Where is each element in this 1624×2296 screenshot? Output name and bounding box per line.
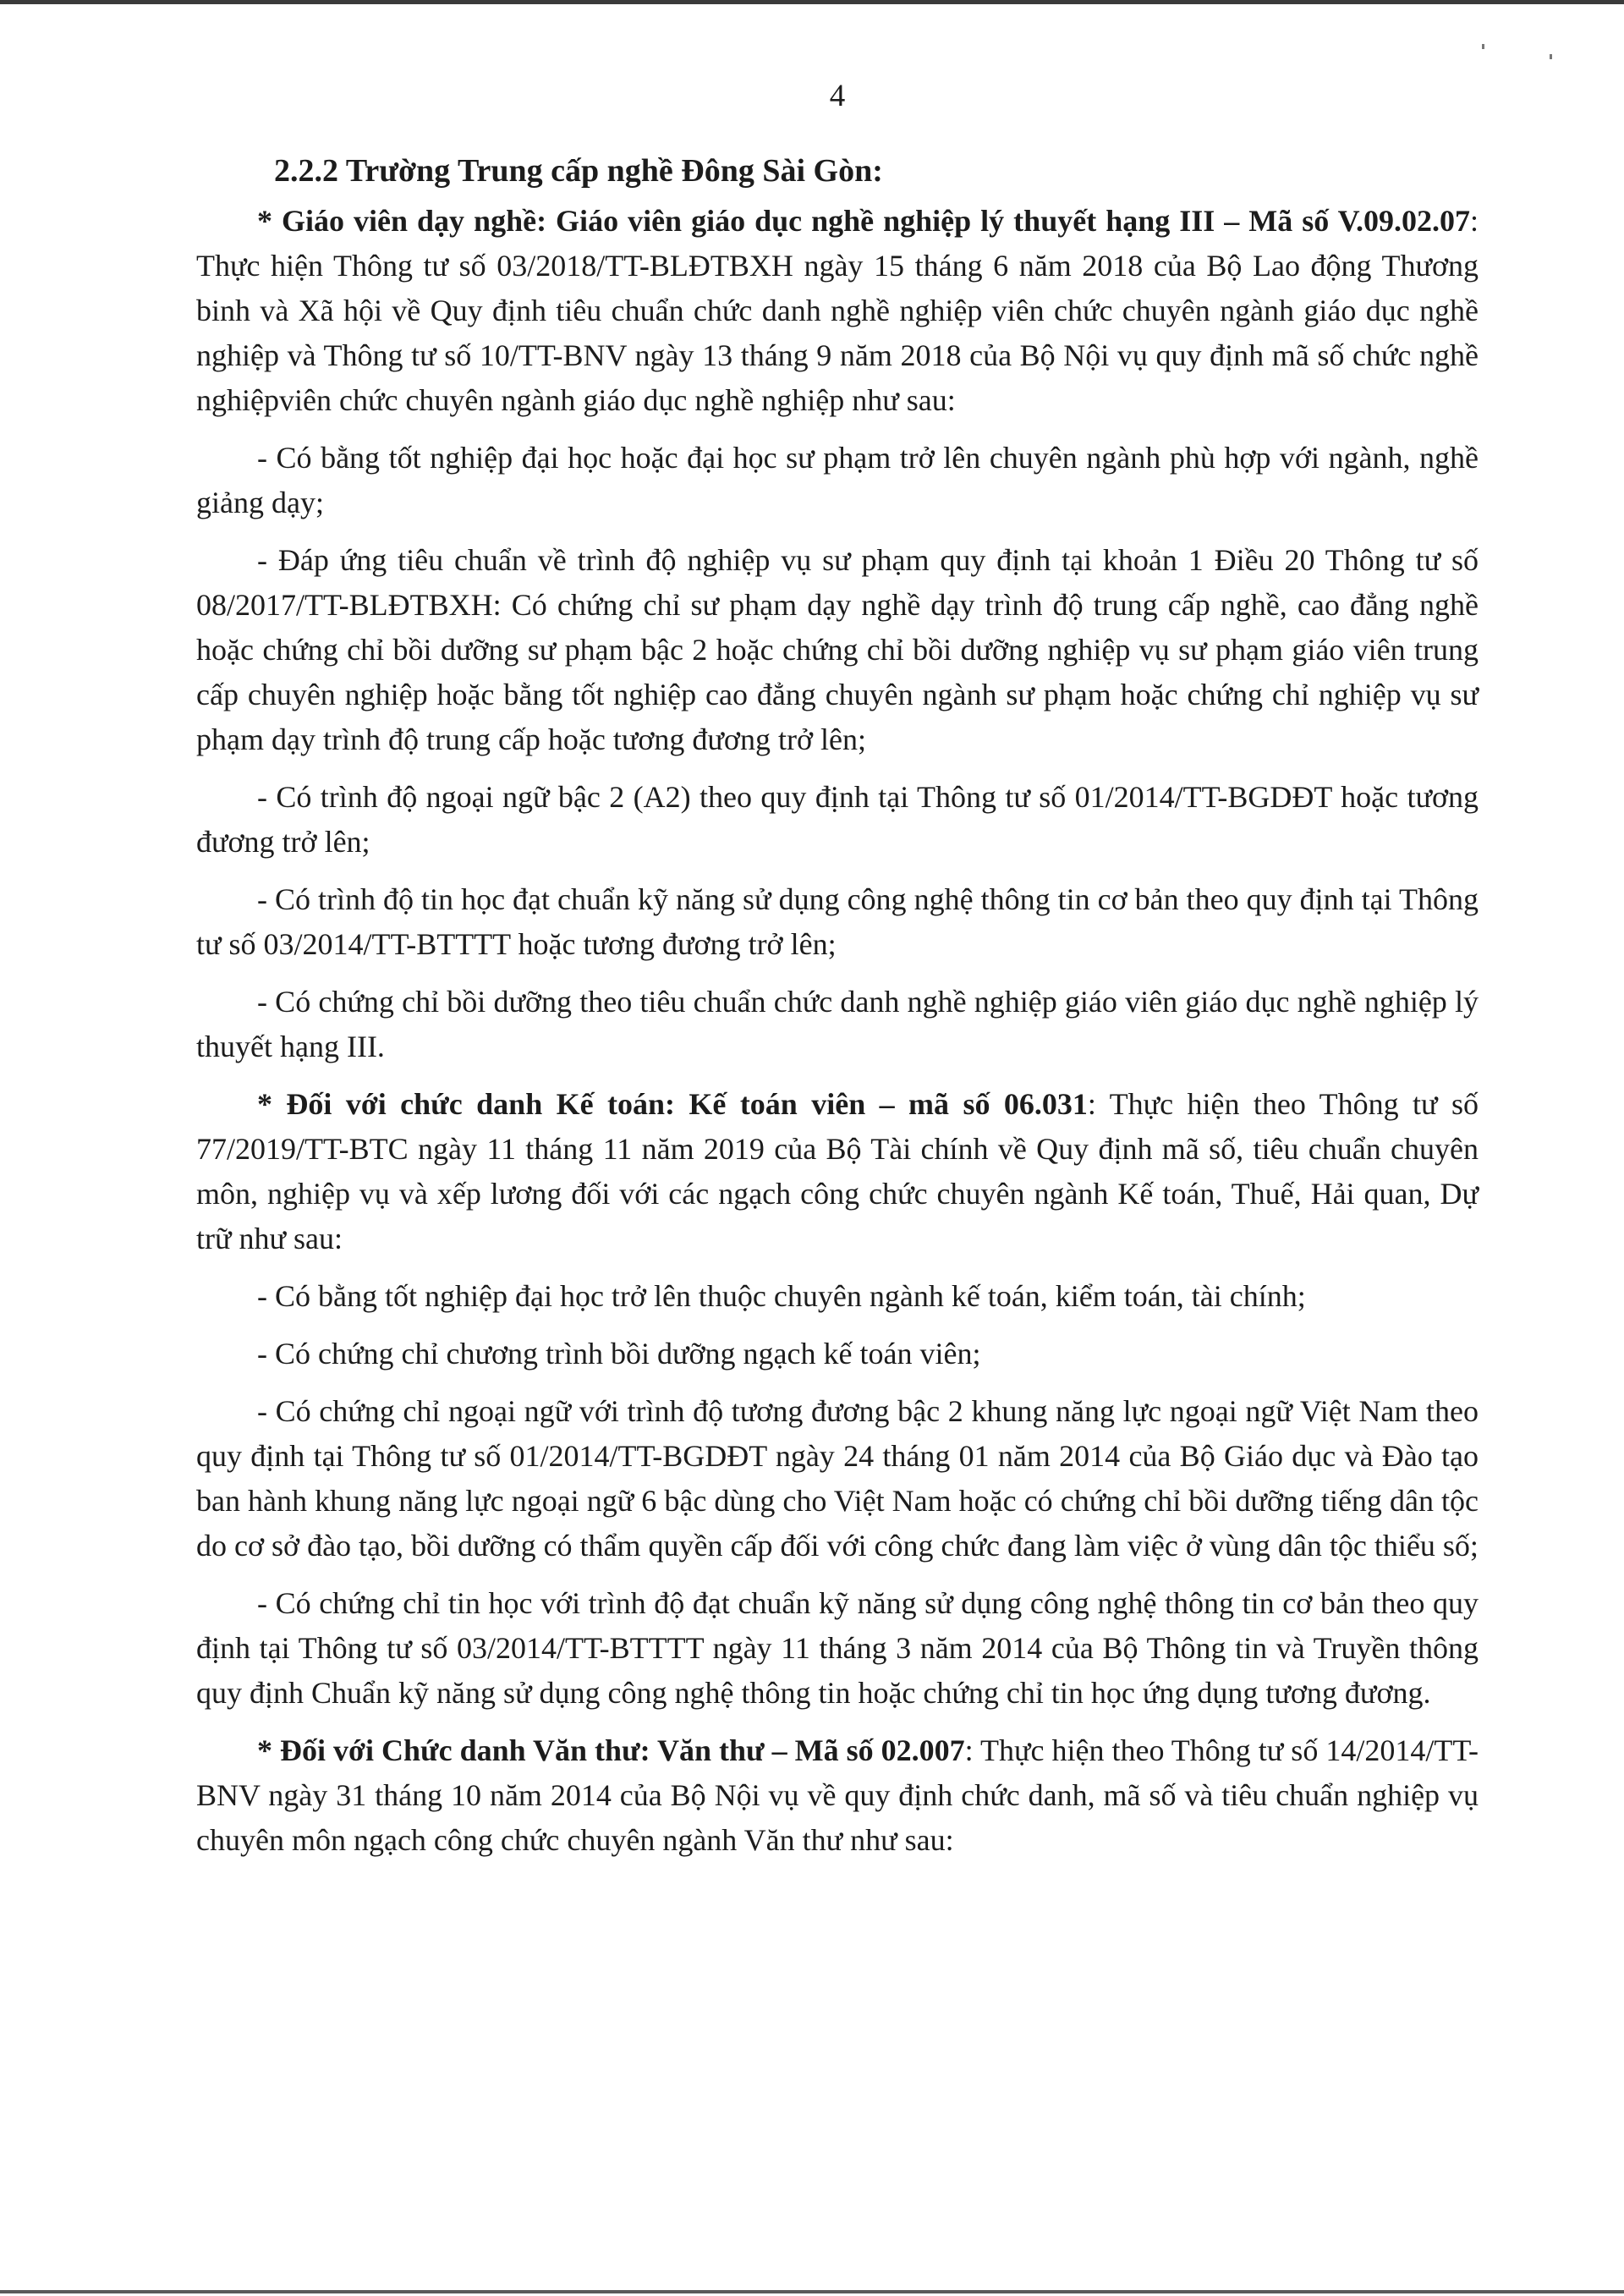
scan-speck bbox=[1550, 54, 1552, 59]
list-item bbox=[196, 877, 1479, 967]
list-item bbox=[196, 436, 1479, 525]
list-item-text: - Có chứng chỉ bồi dưỡng theo tiêu chuẩn chức danh nghề nghiệp giáo viên giáo dục nghề nghiệp lý thuyết hạng III. bbox=[196, 985, 1479, 1063]
list-item-text: - Đáp ứng tiêu chuẩn về trình độ nghiệp vụ sư phạm quy định tại khoản 1 Điều 20 Thông tư số 08/2017/TT-BLĐTBXH: Có chứng chỉ sư phạm dạy nghề dạy trình độ trung cấp nghề, cao đẳng nghề hoặc chứng chỉ bồi dưỡng sư phạm bậc 2 hoặc chứng chỉ bồi dưỡng nghiệp vụ sư phạm giáo viên trung cấp chuyên nghiệp hoặc bằng tốt nghiệp cao đẳng chuyên ngành sư phạm hoặc chứng chỉ nghiệp vụ sư phạm dạy trình độ trung cấp hoặc tương đương trở lên; bbox=[196, 543, 1479, 756]
paragraph-lead: * Đối với chức danh Kế toán: Kế toán viên – mã số 06.031 bbox=[257, 1087, 1088, 1121]
section-heading: 2.2.2 Trường Trung cấp nghề Đông Sài Gòn: bbox=[274, 153, 883, 189]
list-item bbox=[196, 1581, 1479, 1716]
scan-speck bbox=[1482, 44, 1484, 49]
list-item bbox=[196, 775, 1479, 865]
list-item-text: - Có trình độ tin học đạt chuẩn kỹ năng sử dụng công nghệ thông tin cơ bản theo quy định tại Thông tư số 03/2014/TT-BTTTT hoặc tương đương trở lên; bbox=[196, 882, 1479, 961]
bottom-scan-edge bbox=[0, 2290, 1624, 2293]
paragraph-clerk-criteria bbox=[196, 1728, 1479, 1863]
list-item-text: - Có bằng tốt nghiệp đại học hoặc đại học sư phạm trở lên chuyên ngành phù hợp với ngành, nghề giảng dạy; bbox=[196, 441, 1479, 519]
list-item bbox=[196, 980, 1479, 1069]
list-item bbox=[196, 1332, 1479, 1376]
paragraph-text: : Thực hiện theo Thông tư số 14/2014/TT-BNV ngày 31 tháng 10 năm 2014 của Bộ Nội vụ về quy định chức danh, mã số và tiêu chuẩn nghiệp vụ chuyên môn ngạch công chức chuyên ngành Văn thư như sau: bbox=[196, 1733, 1479, 1857]
list-item-text: - Có chứng chỉ chương trình bồi dưỡng ngạch kế toán viên; bbox=[257, 1337, 981, 1370]
paragraph-text: : Thực hiện theo Thông tư số 77/2019/TT-BTC ngày 11 tháng 11 năm 2019 của Bộ Tài chính về Quy định mã số, tiêu chuẩn chuyên môn, nghiệp vụ và xếp lương đối với các ngạch công chức chuyên ngành Kế toán, Thuế, Hải quan, Dự trữ như sau: bbox=[196, 1087, 1479, 1255]
list-item bbox=[196, 1274, 1479, 1319]
paragraph-accountant-criteria bbox=[196, 1082, 1479, 1261]
list-item-text: - Có trình độ ngoại ngữ bậc 2 (A2) theo quy định tại Thông tư số 01/2014/TT-BGDĐT hoặc tương đương trở lên; bbox=[196, 780, 1479, 859]
list-item bbox=[196, 1389, 1479, 1568]
list-item-text: - Có bằng tốt nghiệp đại học trở lên thuộc chuyên ngành kế toán, kiểm toán, tài chính; bbox=[257, 1279, 1306, 1313]
paragraph-lead: * Giáo viên dạy nghề: Giáo viên giáo dục nghề nghiệp lý thuyết hạng III – Mã số V.09.02.07 bbox=[257, 204, 1470, 238]
page-number: 4 bbox=[829, 79, 846, 113]
list-item-text: - Có chứng chỉ tin học với trình độ đạt chuẩn kỹ năng sử dụng công nghệ thông tin cơ bản theo quy định tại Thông tư số 03/2014/TT-BTTTT ngày 11 tháng 3 năm 2014 của Bộ Thông tin và Truyền thông quy định Chuẩn kỹ năng sử dụng công nghệ thông tin hoặc chứng chỉ tin học ứng dụng tương đương. bbox=[196, 1586, 1479, 1710]
paragraph-text: : Thực hiện Thông tư số 03/2018/TT-BLĐTBXH ngày 15 tháng 6 năm 2018 của Bộ Lao động Thương binh và Xã hội về Quy định tiêu chuẩn chức danh nghề nghiệp viên chức chuyên ngành giáo dục nghề nghiệp và Thông tư số 10/TT-BNV ngày 13 tháng 9 năm 2018 của Bộ Nội vụ quy định mã số chức nghề nghiệpviên chức chuyên ngành giáo dục nghề nghiệp như sau: bbox=[196, 204, 1479, 417]
paragraph-lead: * Đối với Chức danh Văn thư: Văn thư – Mã số 02.007 bbox=[257, 1733, 965, 1767]
top-scan-edge bbox=[0, 0, 1624, 4]
list-item bbox=[196, 538, 1479, 762]
document-body bbox=[196, 149, 1479, 1876]
paragraph-teacher-criteria bbox=[196, 199, 1479, 423]
list-item-text: - Có chứng chỉ ngoại ngữ với trình độ tương đương bậc 2 khung năng lực ngoại ngữ Việt Nam theo quy định tại Thông tư số 01/2014/TT-BGDĐT ngày 24 tháng 01 năm 2014 của Bộ Giáo dục và Đào tạo ban hành khung năng lực ngoại ngữ 6 bậc dùng cho Việt Nam hoặc có chứng chỉ bồi dưỡng tiếng dân tộc do cơ sở đào tạo, bồi dưỡng có thẩm quyền cấp đối với công chức đang làm việc ở vùng dân tộc thiểu số; bbox=[196, 1394, 1479, 1563]
